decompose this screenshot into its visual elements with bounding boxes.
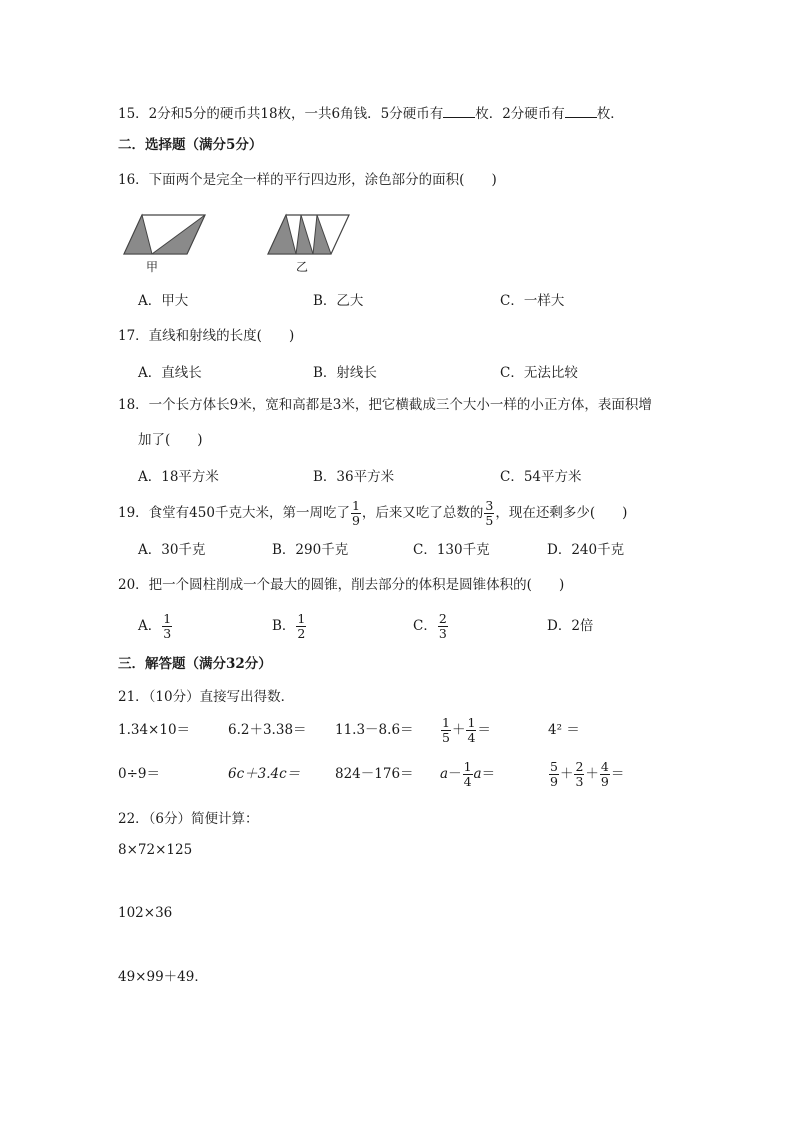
option-c[interactable]: C．54平方米 (500, 469, 582, 485)
expression: a－ $\frac{1}{4}$ a＝ (440, 759, 496, 789)
expression: 0÷9＝ (118, 766, 160, 782)
option-a[interactable]: A． $\frac{1}{3}$ (138, 611, 172, 641)
option-b[interactable]: B．290千克 (272, 542, 349, 558)
expression: 824－176＝ (335, 766, 414, 782)
fraction: $\frac{1}{4}$ (463, 759, 472, 789)
option-d[interactable]: D．240千克 (547, 542, 625, 558)
expression: 8×72×125 (118, 842, 193, 858)
question-15: 15．2分和5分的硬币共18枚，一共6角钱．5分硬币有 枚．2分硬币有 枚． (118, 106, 624, 122)
question-16: 16．下面两个是完全一样的平行四边形，涂色部分的面积( ) (118, 172, 497, 188)
section-heading-choice: 二．选择题（满分5分） (118, 137, 263, 153)
question-21: 21．（10分）直接写出得数． (118, 689, 295, 705)
fraction: $\frac{2}{3}$ (575, 759, 584, 789)
option-b[interactable]: B． $\frac{1}{2}$ (272, 611, 306, 641)
fraction: $\frac{1}{2}$ (297, 611, 306, 641)
fraction: $\frac{1}{5}$ (442, 715, 450, 745)
fraction: $\frac{3}{5}$ (485, 498, 494, 528)
option-a[interactable]: A．30千克 (138, 542, 206, 558)
fraction: $\frac{4}{9}$ (600, 759, 609, 789)
figure-label-jia: 甲 (146, 260, 159, 274)
answer-blank[interactable] (443, 104, 475, 118)
option-b[interactable]: B．36平方米 (313, 469, 395, 485)
fraction: $\frac{5}{9}$ (550, 759, 558, 789)
option-b[interactable]: B．乙大 (313, 293, 364, 309)
parallelogram-jia (124, 215, 205, 254)
question-18: 18．一个长方体长9米，宽和高都是3米，把它横截成三个大小一样的小正方体，表面积增 (118, 397, 652, 413)
option-d[interactable]: D．2倍 (547, 618, 594, 634)
option-a[interactable]: A．甲大 (138, 293, 189, 309)
expression: 1.34×10＝ (118, 722, 191, 738)
option-a[interactable]: A．直线长 (138, 365, 202, 381)
fraction: $\frac{2}{3}$ (438, 611, 447, 641)
expression: 102×36 (118, 905, 173, 921)
section-heading-solve: 三．解答题（满分32分） (118, 656, 272, 672)
question-20: 20．把一个圆柱削成一个最大的圆锥，削去部分的体积是圆锥体积的( ) (118, 577, 565, 593)
fraction: $\frac{1}{3}$ (163, 611, 172, 641)
question-19: 19．食堂有450千克大米，第一周吃了 $\frac{1}{9}$ ，后来又吃了总数的 $\frac{3}{5}$ ，现在还剩多少( ) (118, 498, 628, 528)
option-c[interactable]: C．一样大 (500, 293, 565, 309)
fraction: $\frac{1}{4}$ (467, 715, 476, 745)
answer-blank[interactable] (565, 104, 597, 118)
parallelogram-figures (120, 213, 360, 257)
option-b[interactable]: B．射线长 (313, 365, 377, 381)
option-c[interactable]: C． $\frac{2}{3}$ (413, 611, 447, 641)
parallelogram-yi (268, 215, 349, 254)
question-22: 22．（6分）简便计算： (118, 811, 259, 827)
expression: 11.3－8.6＝ (335, 722, 414, 738)
option-c[interactable]: C．无法比较 (500, 365, 578, 381)
expression: 6.2＋3.38＝ (228, 722, 307, 738)
expression: $\frac{1}{5}$ ＋ $\frac{1}{4}$ ＝ (442, 715, 491, 745)
question-18-continued: 加了( ) (138, 432, 203, 448)
expression: 4² ＝ (548, 722, 580, 738)
question-17: 17．直线和射线的长度( ) (118, 328, 295, 344)
option-a[interactable]: A．18平方米 (138, 469, 219, 485)
expression: $\frac{5}{9}$ ＋ $\frac{2}{3}$ ＋ $\frac{4}{9}$ ＝ (550, 759, 625, 789)
expression: 49×99＋49． (118, 969, 208, 985)
figure-label-yi: 乙 (296, 260, 309, 274)
fraction: $\frac{1}{9}$ (351, 498, 360, 528)
expression: 6c＋3.4c＝ (228, 766, 301, 782)
option-c[interactable]: C．130千克 (413, 542, 490, 558)
